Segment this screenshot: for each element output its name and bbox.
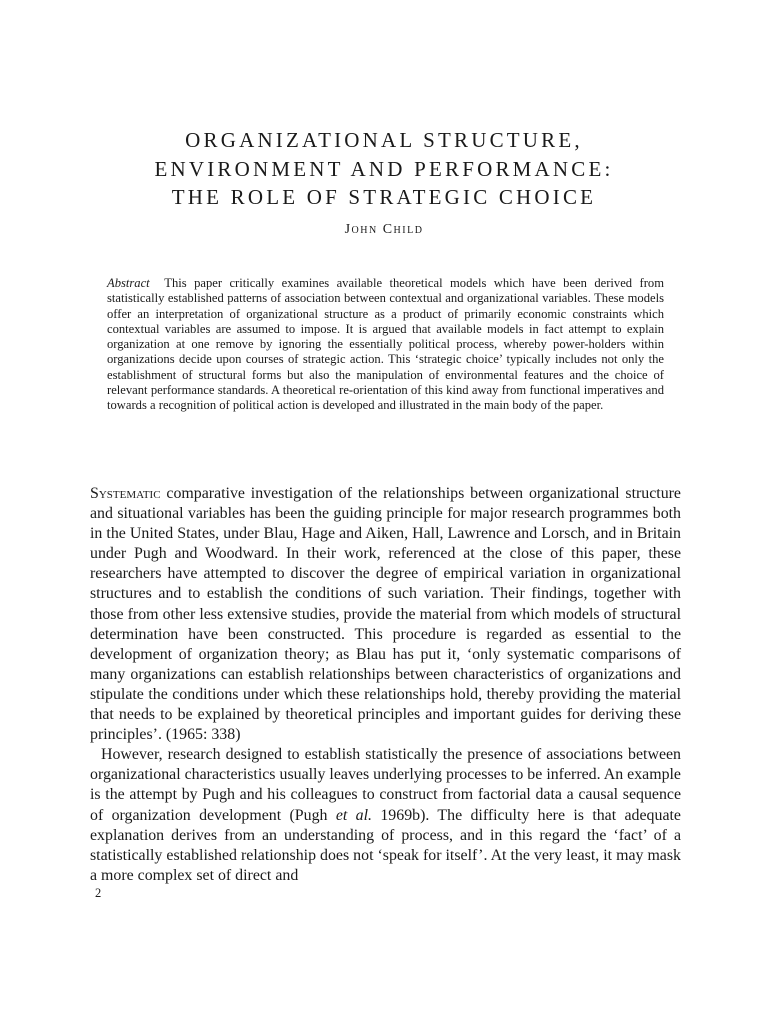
paragraph-2-text-a: However, research designed to establish statistically the presence of associations between organizational characteristics usually leaves underlying processes to be inferred. An example is the attempt by Pugh and his colleagues to construct from factorial data a causal sequence of organization development (Pugh [90, 746, 681, 824]
paragraph-1-text: comparative investigation of the relationships between organizational structure and situational variables has been the guiding principle for major research programmes both in the United States, under Blau, Hage and Aiken, Hall, Lawrence and Lorsch, and in Britain under Pugh and Woodward. In their work, referenced at the close of this paper, these researchers have attempted to discover the degree of empirical variation in organizational structures and to establish the conditions of such variation. Their findings, together with those from other less extensive studies, provide the material from which models of structural determination have been constructed. This procedure is regarded as essential to the development of organization theory; as Blau has put it, ‘only systematic comparisons of many organizations can establish relationships between characteristics of organizations and stipulate the conditions under which these relationships hold, thereby providing the material that needs to be explained by theoretical principles and important guides for deriving these principles’. (1965: 338) [90, 485, 681, 744]
paragraph-2-text-b: 1969b). The difficulty here is that adequate explanation derives from an understanding of process, and in this regard the ‘fact’ of a statistically established relationship does not ‘speak for itself’. At the very least, it may mask a more complex set of direct and [90, 806, 681, 884]
paragraph-2-et-al: et al. [335, 806, 372, 824]
paragraph-2 [90, 745, 681, 886]
body-text [90, 484, 681, 886]
paragraph-1 [90, 484, 681, 745]
title-line-3: THE ROLE OF STRATEGIC CHOICE [171, 185, 597, 209]
author-name: John Child [344, 222, 424, 237]
abstract-label: Abstract [107, 276, 150, 290]
abstract [107, 276, 664, 414]
title-line-1: ORGANIZATIONAL STRUCTURE, [185, 128, 583, 152]
page-number: 2 [95, 886, 102, 900]
abstract-text: This paper critically examines available theoretical models which have been derived from statistically established patterns of association between contextual and organizational variables. These models offer an interpretation of organizational structure as a product of primarily economic constraints which contextual variables are assumed to impose. It is argued that available models in fact attempt to explain organization at one remove by ignoring the essentially political process, whereby power-holders within organizations decide upon courses of strategic action. This ‘strategic choice’ typically includes not only the establishment of structural forms but also the manipulation of environmental features and the choice of relevant performance standards. A theoretical re-orientation of this kind away from functional imperatives and towards a recognition of political action is developed and illustrated in the main body of the paper. [107, 276, 664, 413]
article-title [80, 126, 688, 212]
title-line-2: ENVIRONMENT AND PERFORMANCE: [154, 156, 614, 181]
paragraph-1-lead: Systematic [90, 485, 161, 502]
